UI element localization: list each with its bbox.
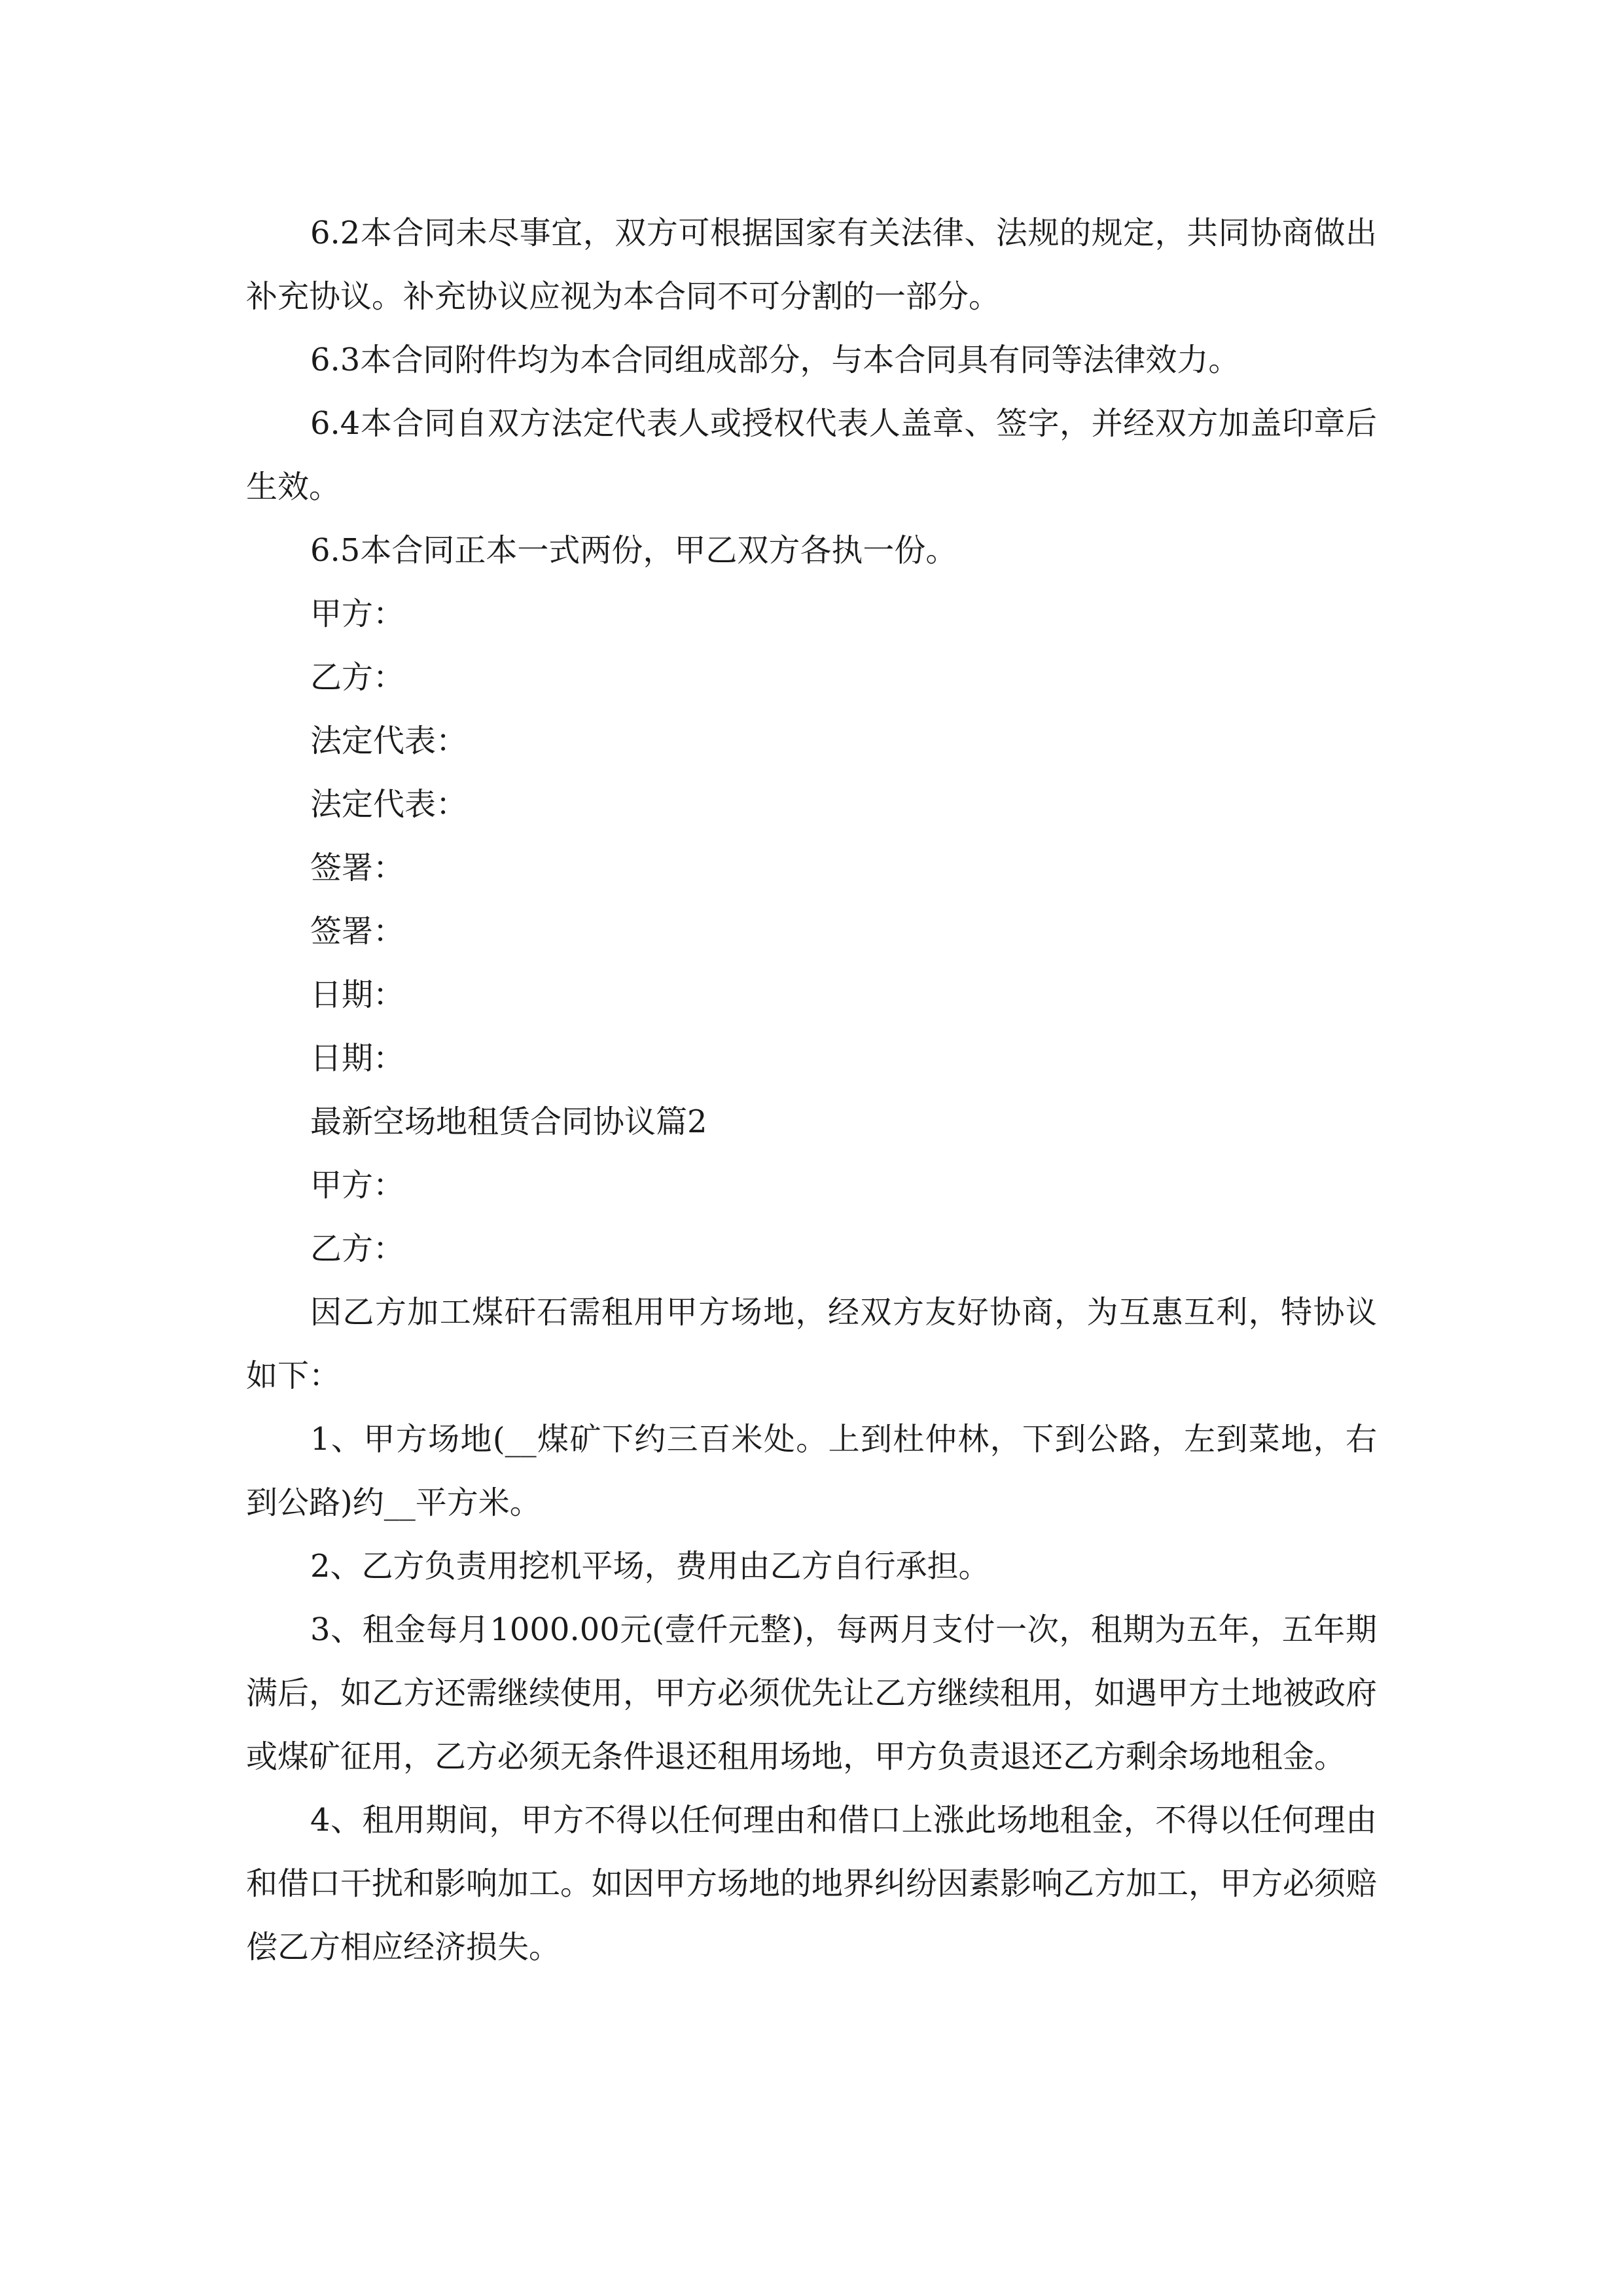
clause-6-5: 6.5本合同正本一式两份，甲乙双方各执一份。 [310,532,957,569]
section-title: 最新空场地租赁合同协议篇2 [310,1103,707,1140]
signature-a-label: 签署： [310,850,405,886]
document-body [246,202,1377,1979]
clause-2: 2、乙方负责用挖机平场，费用由乙方自行承担。 [310,1548,990,1585]
party-a-label: 甲方： [310,596,405,632]
clause-1: 1、甲方场地(__煤矿下约三百米处。上到杜仲林，下到公路，左到菜地，右到公路)约__平方米。 [246,1421,1377,1521]
legal-rep-a-label: 法定代表： [310,723,468,759]
date-b-label: 日期： [310,1040,405,1077]
clause-6-2: 6.2本合同未尽事宜，双方可根据国家有关法律、法规的规定，共同协商做出补充协议。补充协议应视为本合同不可分割的一部分。 [246,215,1377,315]
clause-4: 4、租用期间，甲方不得以任何理由和借口上涨此场地租金，不得以任何理由和借口干扰和影响加工。如因甲方场地的地界纠纷因素影响乙方加工，甲方必须赔偿乙方相应经济损失。 [246,1802,1378,1965]
clause-6-3: 6.3本合同附件均为本合同组成部分，与本合同具有同等法律效力。 [310,342,1240,378]
party-b-label: 乙方： [310,659,405,696]
signature-b-label: 签署： [310,913,405,950]
preamble: 因乙方加工煤矸石需租用甲方场地，经双方友好协商，为互惠互利，特协议如下： [246,1294,1377,1394]
party-a-label-2: 甲方： [310,1167,405,1204]
party-b-label-2: 乙方： [310,1230,405,1267]
clause-3: 3、租金每月1000.00元(壹仟元整)，每两月支付一次，租期为五年，五年期满后，如乙方还需继续使用，甲方必须优先让乙方继续租用，如遇甲方土地被政府或煤矿征用，乙方必须无条件退还租用场地，甲方负责退还乙方剩余场地租金。 [246,1611,1378,1775]
clause-6-4: 6.4本合同自双方法定代表人或授权代表人盖章、签字，并经双方加盖印章后生效。 [246,405,1377,505]
date-a-label: 日期： [310,977,405,1013]
legal-rep-b-label: 法定代表： [310,786,468,823]
